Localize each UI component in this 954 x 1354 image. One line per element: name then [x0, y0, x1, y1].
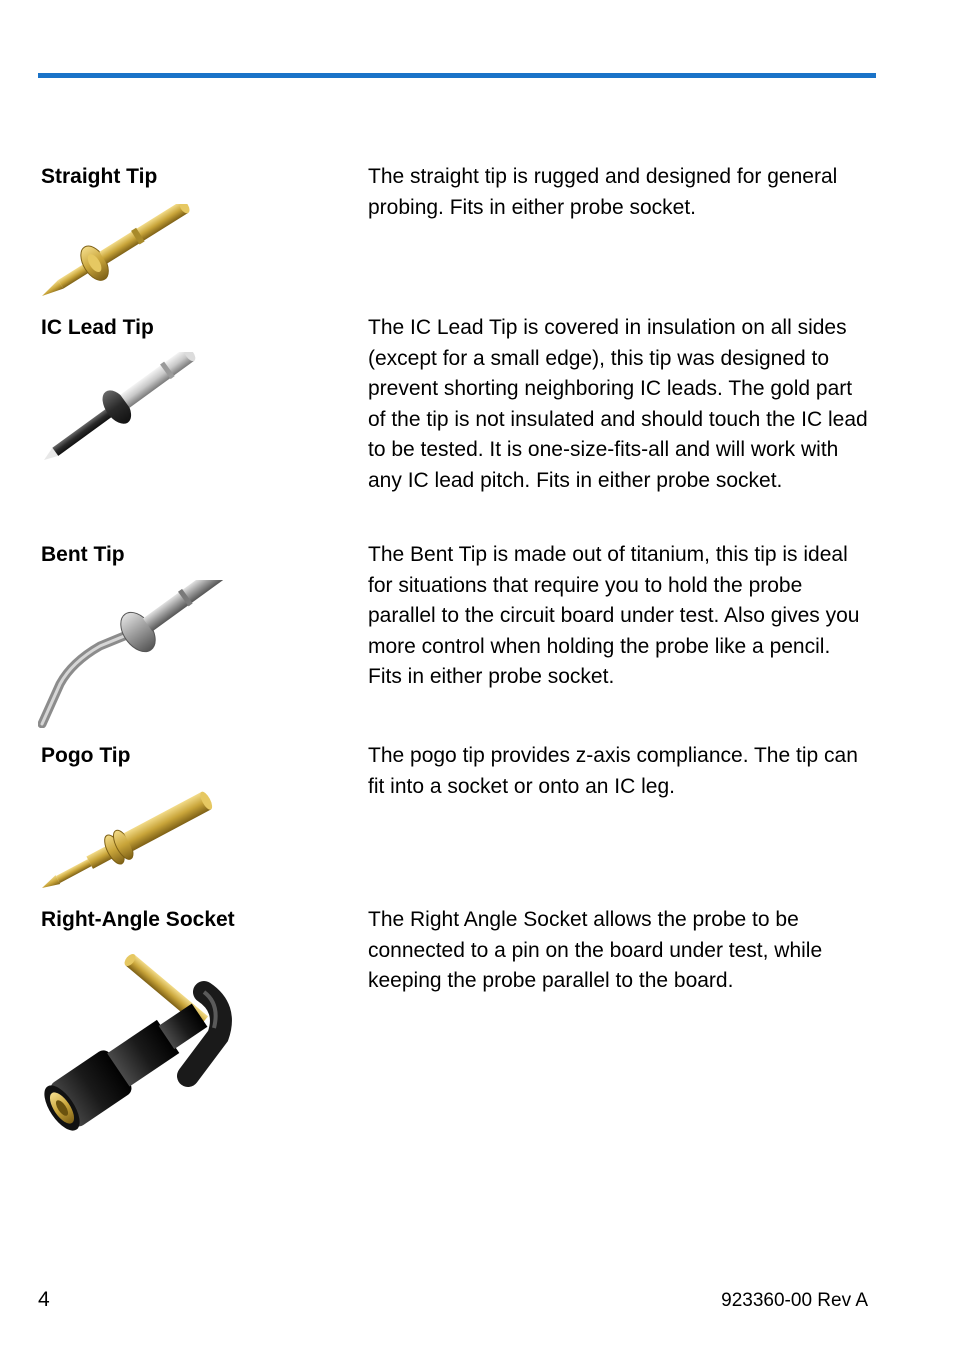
ic-lead-tip-icon [38, 352, 218, 468]
header-rule [38, 73, 876, 78]
ic-lead-tip-description: The IC Lead Tip is covered in insulation on all sides (except for a small edge), this tip was designed to prevent shorting neighboring IC leads. The gold part of the tip is not insulated and should touch the IC lead to be tested. It is one-size-fits-all and will work with any IC lead pitch. Fits in either probe socket. [368, 316, 868, 492]
pogo-tip-description: The pogo tip provides z-axis compliance. The tip can fit into a socket or onto an IC leg. [368, 744, 858, 798]
bent-tip-heading: Bent Tip [41, 543, 125, 566]
straight-tip-description: The straight tip is rugged and designed for general probing. Fits in either probe socket. [368, 165, 838, 219]
ic-lead-tip-heading: IC Lead Tip [41, 316, 154, 339]
right-angle-socket-icon [38, 948, 234, 1136]
pogo-tip-heading: Pogo Tip [41, 744, 131, 767]
straight-tip-icon [38, 204, 198, 300]
document-id: 923360-00 Rev A [721, 1290, 868, 1311]
bent-tip-description: The Bent Tip is made out of titanium, this tip is ideal for situations that require you to hold the probe parallel to the circuit board under test. Also gives you more control when holding the probe like a pencil. Fits in either probe socket. [368, 543, 860, 688]
right-angle-socket-heading: Right-Angle Socket [41, 908, 235, 931]
right-angle-socket-description: The Right Angle Socket allows the probe to be connected to a pin on the board under test, while keeping the probe parallel to the board. [368, 908, 823, 992]
page-number: 4 [38, 1288, 50, 1311]
bent-tip-icon [38, 580, 234, 728]
pogo-tip-icon [38, 782, 218, 894]
straight-tip-heading: Straight Tip [41, 165, 158, 188]
